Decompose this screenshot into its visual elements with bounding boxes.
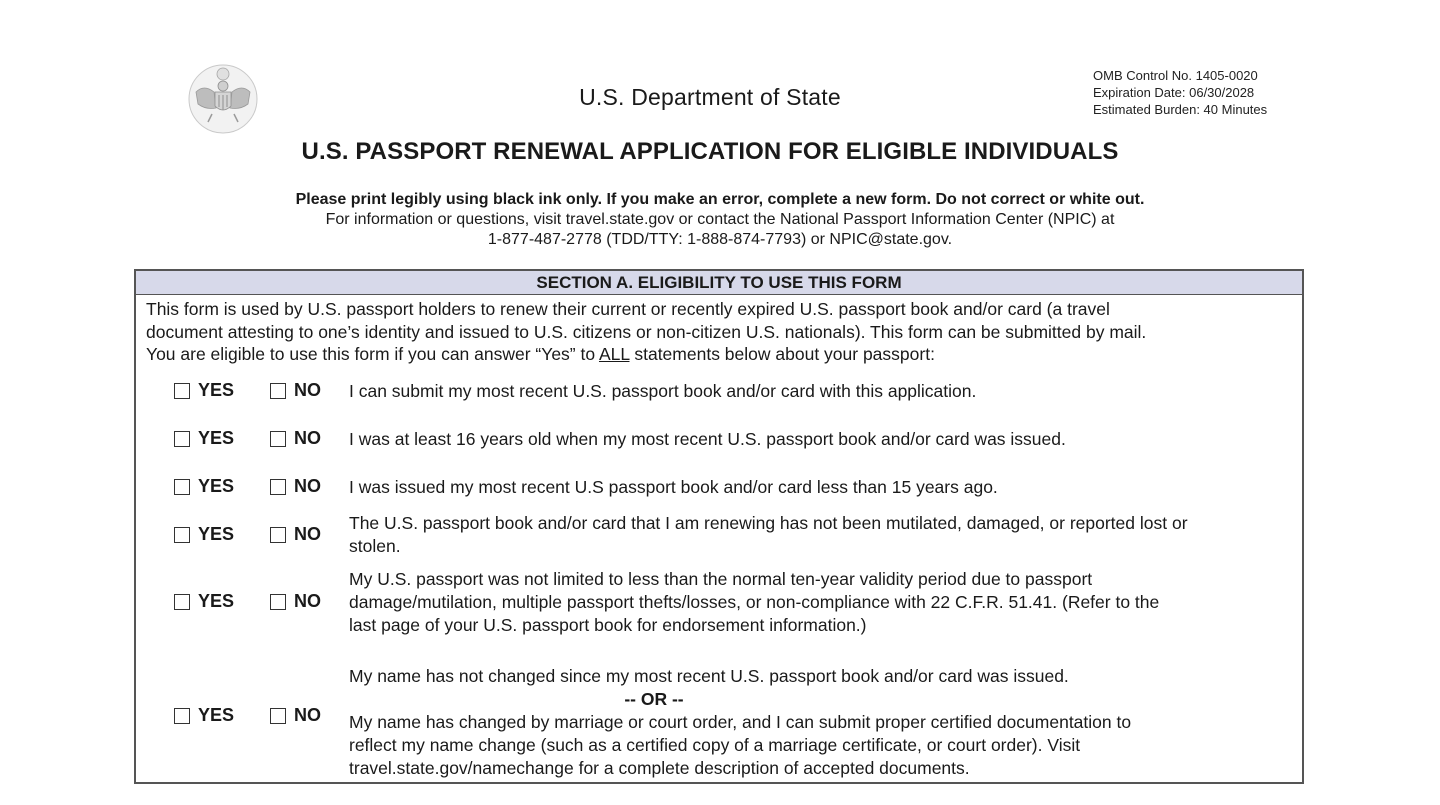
no-checkbox[interactable]: [270, 527, 286, 543]
yes-label: YES: [198, 380, 235, 400]
no-label: NO: [294, 476, 321, 496]
no-label: NO: [294, 380, 321, 400]
omb-info: [1093, 67, 1267, 118]
no-checkbox[interactable]: [270, 479, 286, 495]
yes-checkbox[interactable]: [174, 708, 190, 724]
section-a: [134, 269, 1304, 784]
intro-line-3: You are eligible to use this form if you can answer “Yes” to ALL statements below about your passport:: [146, 344, 935, 364]
statement-text: My U.S. passport was not limited to less than the normal ten-year validity period due to passport damage/mutilation, multiple passport thefts/losses, or non-compliance with 22 C.F.R. 51.41. (Refer to the last page of your U.S. passport book for endorsement information.): [349, 569, 1160, 635]
no-checkbox[interactable]: [270, 431, 286, 447]
yes-option[interactable]: [174, 591, 234, 612]
department-title: U.S. Department of State: [579, 84, 841, 110]
estimated-burden: Estimated Burden: 40 Minutes: [1093, 102, 1268, 117]
yes-option[interactable]: [174, 380, 234, 401]
yes-checkbox[interactable]: [174, 431, 190, 447]
no-option[interactable]: [270, 428, 321, 449]
no-option[interactable]: [270, 705, 321, 726]
section-a-intro: [146, 298, 1296, 366]
yes-checkbox[interactable]: [174, 527, 190, 543]
eligibility-row-5: [136, 568, 1302, 640]
statement-text: My name has not changed since my most recent U.S. passport book and/or card was issued. -- OR -- My name has changed by marriage or court order, and I can submit proper certified documentation to reflect my name change (such as a certified copy of a marriage certificate, or court order). Visit travel.state.gov/namechange for a complete description of accepted documents.: [349, 666, 1132, 778]
no-label: NO: [294, 705, 321, 725]
yes-option[interactable]: [174, 524, 234, 545]
yes-option[interactable]: [174, 428, 234, 449]
no-option[interactable]: [270, 380, 321, 401]
statement-text: I was issued my most recent U.S passport book and/or card less than 15 years ago.: [349, 477, 998, 497]
yes-label: YES: [198, 591, 235, 611]
no-checkbox[interactable]: [270, 383, 286, 399]
eligibility-row-3: [136, 474, 1302, 502]
yes-option[interactable]: [174, 705, 234, 726]
eligibility-row-2: [136, 426, 1302, 454]
instructions-contact: For information or questions, visit travel.state.gov or contact the National Passport Information Center (NPIC) at: [325, 211, 1115, 228]
no-option[interactable]: [270, 476, 321, 497]
no-option[interactable]: [270, 524, 321, 545]
statement-text: I can submit my most recent U.S. passport book and/or card with this application.: [349, 381, 977, 401]
yes-checkbox[interactable]: [174, 594, 190, 610]
eligibility-row-1: [136, 378, 1302, 406]
yes-option[interactable]: [174, 476, 234, 497]
section-a-title: SECTION A. ELIGIBILITY TO USE THIS FORM: [136, 271, 1302, 295]
expiration-date: Expiration Date: 06/30/2028: [1093, 85, 1255, 100]
or-separator: -- OR --: [624, 689, 684, 709]
no-checkbox[interactable]: [270, 708, 286, 724]
form-title: U.S. PASSPORT RENEWAL APPLICATION FOR ELIGIBLE INDIVIDUALS: [301, 138, 1119, 165]
no-checkbox[interactable]: [270, 594, 286, 610]
instructions-warning: Please print legibly using black ink only. If you make an error, complete a new form. Do not correct or white out.: [295, 191, 1145, 208]
yes-label: YES: [198, 705, 235, 725]
all-emphasis: ALL: [598, 344, 630, 364]
intro-line-1: This form is used by U.S. passport holders to renew their current or recently expired U.S. passport book and/or card (a travel: [146, 299, 1110, 319]
no-label: NO: [294, 591, 321, 611]
yes-checkbox[interactable]: [174, 383, 190, 399]
intro-line-2: document attesting to one’s identity and issued to U.S. citizens or non-citizen U.S. nationals). This form can be submitted by mail.: [146, 321, 1147, 342]
no-label: NO: [294, 428, 321, 448]
instructions: [0, 190, 1440, 250]
no-option[interactable]: [270, 591, 321, 612]
yes-checkbox[interactable]: [174, 479, 190, 495]
yes-label: YES: [198, 428, 235, 448]
yes-label: YES: [198, 476, 235, 496]
statement-text: I was at least 16 years old when my most recent U.S. passport book and/or card was issued.: [349, 429, 1066, 449]
instructions-phone: 1-877-487-2778 (TDD/TTY: 1-888-874-7793) or NPIC@state.gov.: [487, 231, 953, 248]
statement-text: The U.S. passport book and/or card that I am renewing has not been mutilated, damaged, or reported lost or stolen.: [349, 513, 1188, 556]
yes-label: YES: [198, 524, 235, 544]
eligibility-row-4: [136, 512, 1302, 560]
omb-control-number: OMB Control No. 1405-0020: [1093, 68, 1258, 83]
no-label: NO: [294, 524, 321, 544]
eligibility-row-6: [136, 665, 1302, 785]
